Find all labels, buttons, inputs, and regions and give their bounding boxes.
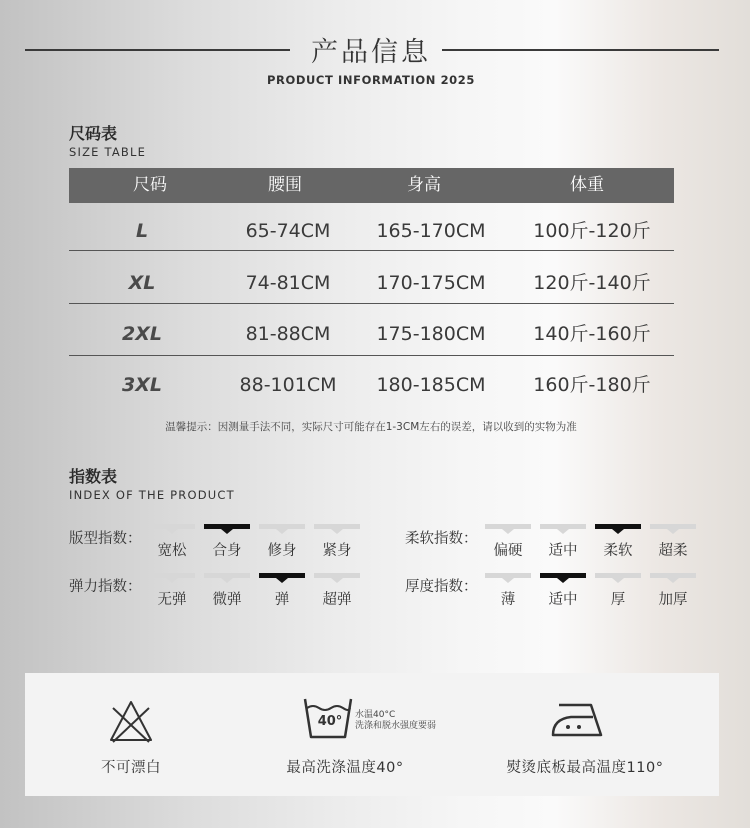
care-label-bleach: 不可漂白 (101, 760, 161, 776)
indicator-pointer (557, 529, 569, 534)
table-row (69, 258, 674, 308)
table-row (69, 360, 674, 410)
indicator-pointer (557, 578, 569, 583)
size-cell: 2XL (122, 323, 162, 345)
care-label-wash: 最高洗涤温度40° (286, 760, 404, 776)
option-label: 紧身 (322, 543, 352, 559)
weight-cell: 120斤-140斤 (533, 272, 651, 294)
height-cell: 180-185CM (376, 374, 486, 396)
option-label: 偏硬 (493, 543, 523, 559)
table-row (69, 309, 674, 359)
indicator-pointer (612, 529, 624, 534)
wash-note-line-2: 洗涤和脱水强度要弱 (355, 721, 437, 731)
size-cell: 3XL (122, 374, 162, 396)
col-header-weight: 体重 (570, 175, 604, 195)
index-section-title: 指数表 (69, 467, 118, 486)
indicator-pointer (221, 578, 233, 583)
height-cell: 175-180CM (376, 323, 486, 345)
indicator-pointer (502, 578, 514, 583)
option-label: 柔软 (603, 543, 633, 559)
row-divider (69, 250, 674, 251)
option-label: 微弹 (212, 592, 242, 608)
iron-icon (549, 699, 605, 739)
waist-cell: 88-101CM (239, 374, 337, 396)
no-bleach-icon (107, 698, 155, 744)
indicator-pointer (221, 529, 233, 534)
option-label: 适中 (548, 592, 578, 608)
weight-cell: 160斤-180斤 (533, 374, 651, 396)
page-title: 产品信息 (311, 37, 431, 68)
size-cell: XL (128, 272, 156, 294)
care-panel (25, 673, 719, 796)
care-label-iron: 熨烫底板最高温度110° (506, 760, 664, 776)
option-label: 适中 (548, 543, 578, 559)
indicator-pointer (276, 529, 288, 534)
row-divider (69, 355, 674, 356)
size-section-subtitle: SIZE TABLE (69, 145, 147, 159)
option-label: 加厚 (658, 592, 688, 608)
option-label: 合身 (212, 543, 242, 559)
height-cell: 165-170CM (376, 220, 486, 242)
option-label: 超弹 (322, 592, 352, 608)
indicator-pointer (667, 529, 679, 534)
option-label: 宽松 (157, 543, 187, 559)
indicator-pointer (166, 578, 178, 583)
softness-index-label: 柔软指数： (405, 531, 478, 547)
option-label: 薄 (500, 592, 516, 608)
indicator-pointer (331, 578, 343, 583)
weight-cell: 140斤-160斤 (533, 323, 651, 345)
thickness-index-label: 厚度指数： (405, 579, 478, 595)
table-row (69, 206, 674, 256)
col-header-height: 身高 (407, 175, 441, 195)
height-cell: 170-175CM (376, 272, 486, 294)
option-label: 修身 (267, 543, 297, 559)
elasticity-index-label: 弹力指数： (69, 579, 142, 595)
indicator-pointer (502, 529, 514, 534)
measurement-note: 温馨提示：因测量手法不同，实际尺寸可能存在1-3CM左右的误差，请以收到的实物为准 (165, 421, 577, 433)
weight-cell: 100斤-120斤 (533, 220, 651, 242)
indicator-pointer (166, 529, 178, 534)
option-label: 无弹 (157, 592, 187, 608)
size-table-header (69, 168, 674, 203)
indicator-pointer (276, 578, 288, 583)
waist-cell: 74-81CM (245, 272, 331, 294)
col-header-size: 尺码 (133, 175, 167, 195)
indicator-pointer (667, 578, 679, 583)
waist-cell: 65-74CM (245, 220, 331, 242)
fit-index-label: 版型指数： (69, 531, 142, 547)
col-header-waist: 腰围 (268, 175, 302, 195)
wash-note-line-1: 水温40°C (355, 710, 396, 720)
option-label: 弹 (274, 592, 290, 608)
size-cell: L (135, 220, 149, 242)
size-section-title: 尺码表 (69, 124, 118, 143)
index-section-subtitle: INDEX OF THE PRODUCT (69, 488, 235, 502)
option-label: 超柔 (658, 543, 688, 559)
option-label: 厚 (610, 592, 626, 608)
waist-cell: 81-88CM (245, 323, 331, 345)
wash-temp-label: 40° (317, 714, 343, 729)
indicator-pointer (331, 529, 343, 534)
row-divider (69, 303, 674, 304)
page-subtitle: PRODUCT INFORMATION 2025 (266, 73, 475, 87)
indicator-pointer (612, 578, 624, 583)
